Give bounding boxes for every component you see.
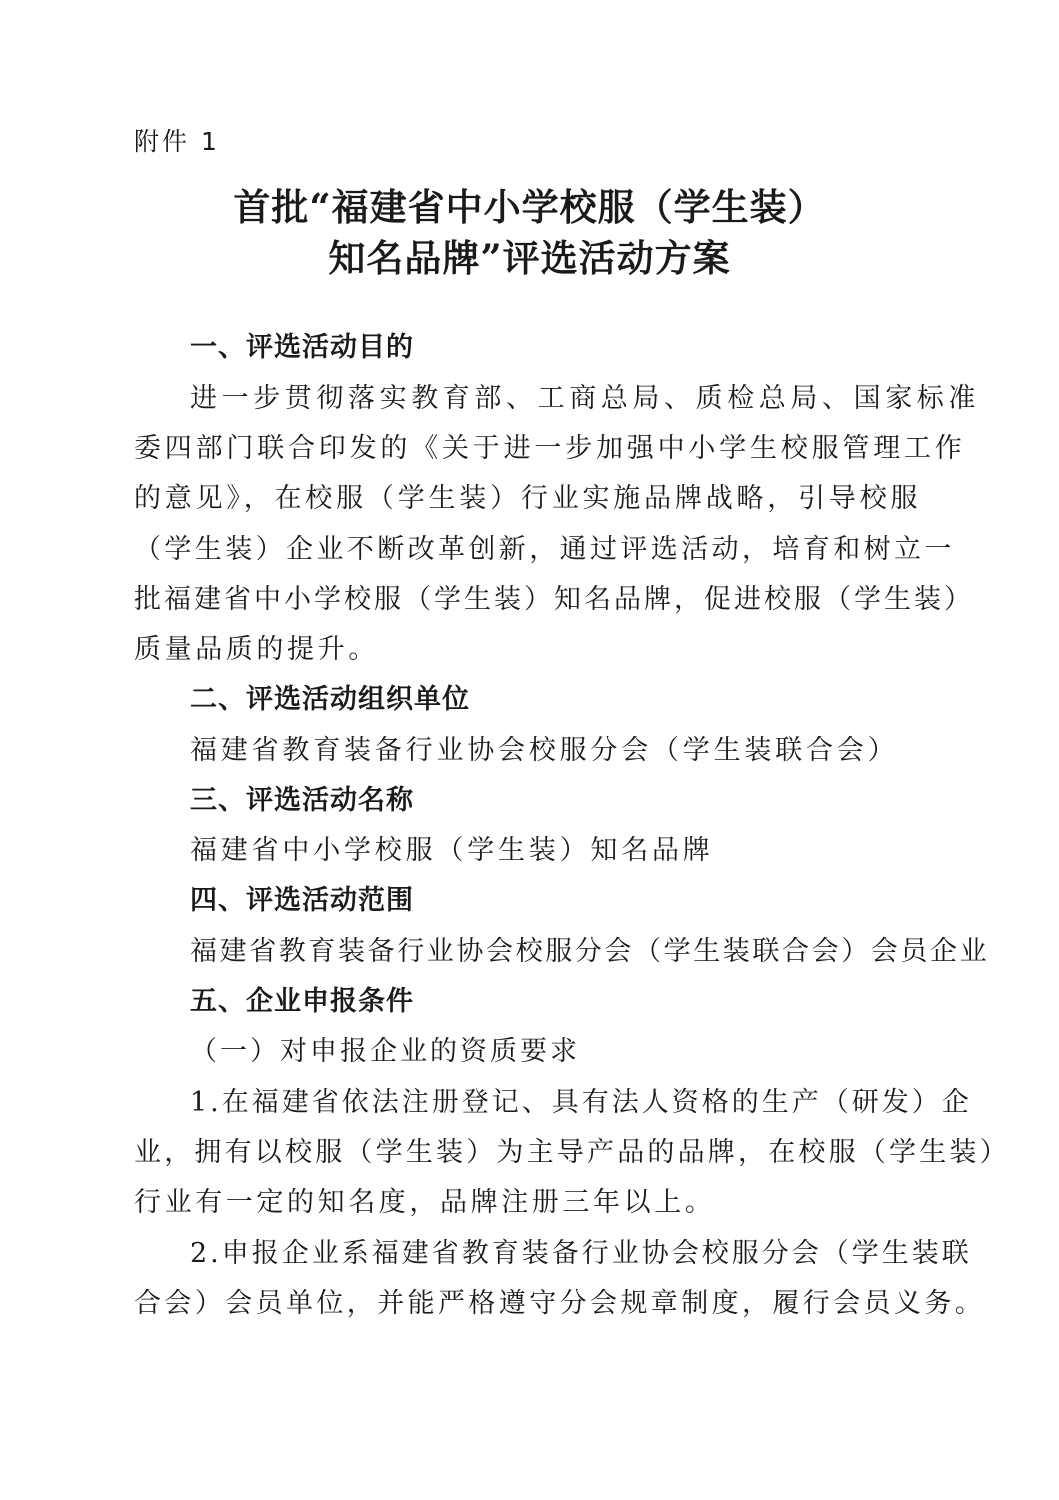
requirement-2-line: 合会）会员单位，并能严格遵守分会规章制度，履行会员义务。 <box>134 1288 986 1319</box>
section-4-body: 福建省教育装备行业协会校服分会（学生装联合会）会员企业 <box>190 936 990 967</box>
requirement-1-line: 业，拥有以校服（学生装）为主导产品的品牌，在校服（学生装） <box>134 1137 1010 1168</box>
section-2-body: 福建省教育装备行业协会校服分会（学生装联合会） <box>190 735 899 766</box>
section-4-heading: 四、评选活动范围 <box>190 885 414 916</box>
document-title-line-2: 知名品牌”评选活动方案 <box>328 236 731 280</box>
section-1-line: 批福建省中小学校服（学生装）知名品牌，促进校服（学生装） <box>134 584 974 615</box>
section-5-heading: 五、企业申报条件 <box>190 986 414 1017</box>
section-2-heading: 二、评选活动组织单位 <box>190 684 470 715</box>
requirement-1-line: 行业有一定的知名度，品牌注册三年以上。 <box>134 1187 716 1218</box>
section-1-line: 的意见》，在校服（学生装）行业实施品牌战略，引导校服 <box>134 483 922 514</box>
requirement-1-line: 1.在福建省依法注册登记、具有法人资格的生产（研发）企 <box>190 1087 972 1118</box>
section-1-line: 进一步贯彻落实教育部、工商总局、质检总局、国家标准 <box>190 383 980 414</box>
section-3-body: 福建省中小学校服（学生装）知名品牌 <box>190 835 714 866</box>
section-1-line: （学生装）企业不断改革创新，通过评选活动，培育和树立一 <box>134 534 955 565</box>
section-1-line: 委四部门联合印发的《关于进一步加强中小学生校服管理工作 <box>134 433 966 464</box>
attachment-label: 附件 1 <box>134 127 220 156</box>
section-1-heading: 一、评选活动目的 <box>190 332 414 363</box>
section-5-subheading: （一）对申报企业的资质要求 <box>190 1036 580 1067</box>
document-title-line-1: 首批“福建省中小学校服（学生装） <box>233 185 826 229</box>
section-1-line: 质量品质的提升。 <box>134 634 379 665</box>
requirement-2-line: 2.申报企业系福建省教育装备行业协会校服分会（学生装联 <box>190 1238 972 1269</box>
section-3-heading: 三、评选活动名称 <box>190 785 414 816</box>
